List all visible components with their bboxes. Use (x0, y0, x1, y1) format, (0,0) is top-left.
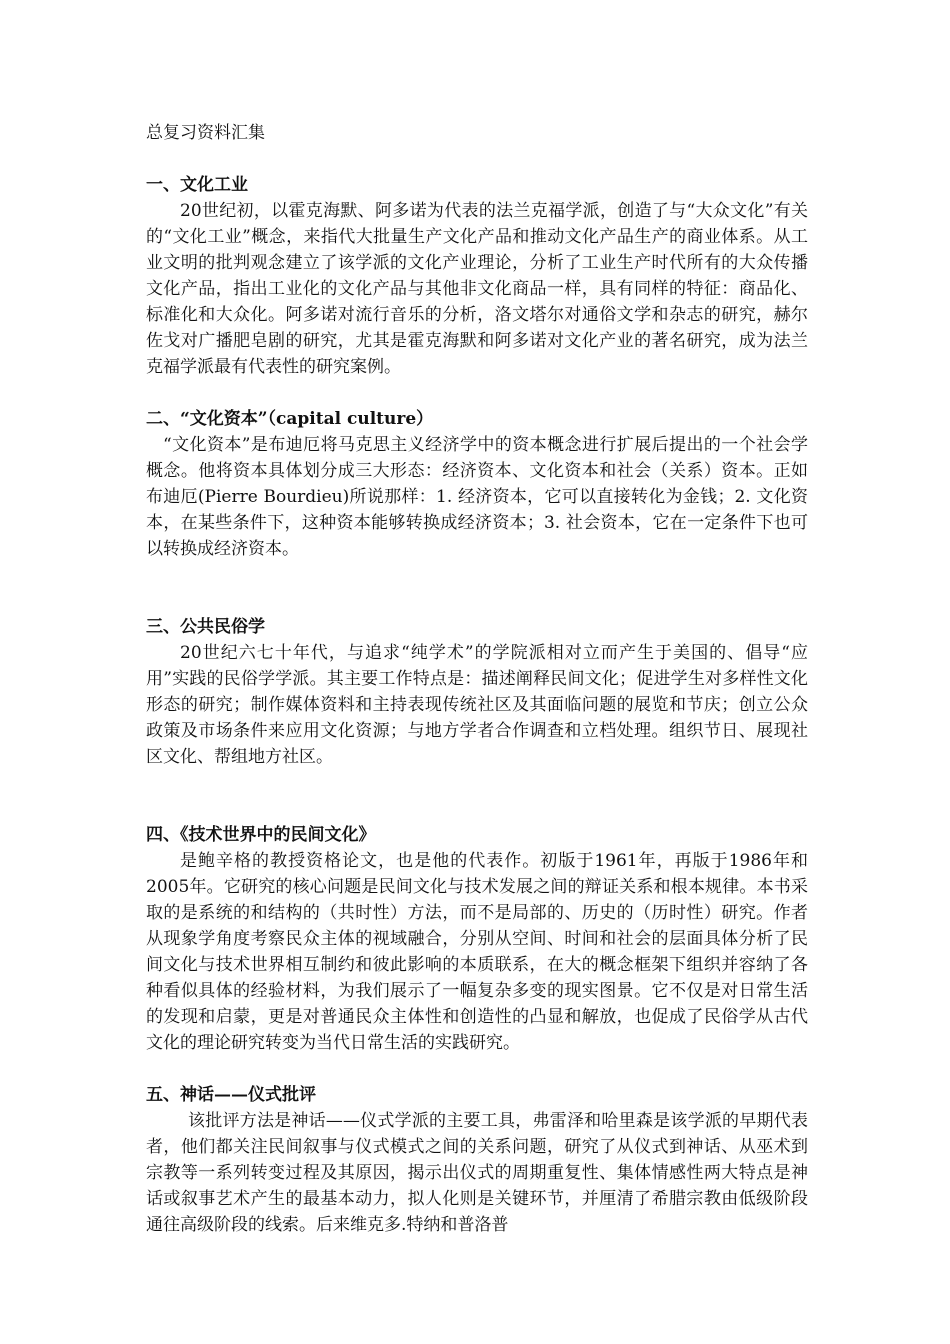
section-heading: 三、公共民俗学 (146, 617, 265, 637)
section-body: 该批评方法是神话——仪式学派的主要工具，弗雷泽和哈里森是该学派的早期代表者，他们都关注民间叙事与仪式模式之间的关系问题，研究了从仪式到神话、从巫术到宗教等一系列转变过程及其原因，揭示出仪式的周期重复性、集体情感性两大特点是神话或叙事艺术产生的最基本动力，拟人化则是关键环节，并厘清了希腊宗教由低级阶段通往高级阶段的线索。后来维克多.特纳和普洛普 (146, 1111, 808, 1235)
section-folk-culture-technology (146, 822, 808, 1056)
section-heading: 四、《技术世界中的民间文化》 (146, 825, 376, 845)
section-body: 20世纪六七十年代，与追求“纯学术”的学院派相对立而产生于美国的、倡导“应用”实践的民俗学学派。其主要工作特点是：描述阐释民间文化；促进学生对多样性文化形态的研究；制作媒体资料和主持表现传统社区及其面临问题的展览和节庆；创立公众政策及市场条件来应用文化资源；与地方学者合作调查和立档处理。组织节日、展现社区文化、帮组地方社区。 (146, 643, 808, 767)
section-public-folklore (146, 614, 808, 770)
paragraph-spacer (146, 380, 808, 406)
section-heading: 一、文化工业 (146, 175, 248, 195)
section-body: 是鲍辛格的教授资格论文，也是他的代表作。初版于1961年，再版于1986年和2005年。它研究的核心问题是民间文化与技术发展之间的辩证关系和根本规律。本书采取的是系统的和结构的（共时性）方法，而不是局部的、历史的（历时性）研究。作者从现象学角度考察民众主体的视域融合，分别从空间、时间和社会的层面具体分析了民间文化与技术世界相互制约和彼此影响的本质联系，在大的概念框架下组织并容纳了各种看似具体的经验材料，为我们展示了一幅复杂多变的现实图景。它不仅是对日常生活的发现和启蒙，更是对普通民众主体性和创造性的凸显和解放，也促成了民俗学从古代文化的理论研究转变为当代日常生活的实践研究。 (146, 851, 808, 1053)
document-page (146, 120, 808, 1238)
paragraph-spacer (146, 562, 808, 614)
section-heading: 五、神话——仪式批评 (146, 1085, 316, 1105)
section-body: 20世纪初，以霍克海默、阿多诺为代表的法兰克福学派，创造了与“大众文化”有关的“文化工业”概念，来指代大批量生产文化产品和推动文化产品生产的商业体系。从工业文明的批判观念建立了该学派的文化产业理论，分析了工业生产时代所有的大众传播文化产品，指出工业化的文化产品与其他非文化商品一样，具有同样的特征：商品化、标准化和大众化。阿多诺对流行音乐的分析，洛文塔尔对通俗文学和杂志的研究，赫尔佐戈对广播肥皂剧的研究，尤其是霍克海默和阿多诺对文化产业的著名研究，成为法兰克福学派最有代表性的研究案例。 (146, 201, 808, 377)
paragraph-spacer (146, 770, 808, 822)
section-body: “文化资本”是布迪厄将马克思主义经济学中的资本概念进行扩展后提出的一个社会学概念。他将资本具体划分成三大形态：经济资本、文化资本和社会（关系）资本。正如布迪厄(Pierre Bourdieu)所说那样：1. 经济资本，它可以直接转化为金钱；2. 文化资本，在某些条件下，这种资本能够转换成经济资本；3. 社会资本，它在一定条件下也可以转换成经济资本。 (146, 435, 808, 559)
section-heading: 二、“文化资本”（capital culture） (146, 409, 434, 429)
document-title: 总复习资料汇集 (146, 123, 265, 143)
section-myth-ritual-criticism (146, 1082, 808, 1238)
paragraph-spacer (146, 1056, 808, 1082)
section-cultural-capital (146, 406, 808, 562)
section-cultural-industry (146, 172, 808, 380)
